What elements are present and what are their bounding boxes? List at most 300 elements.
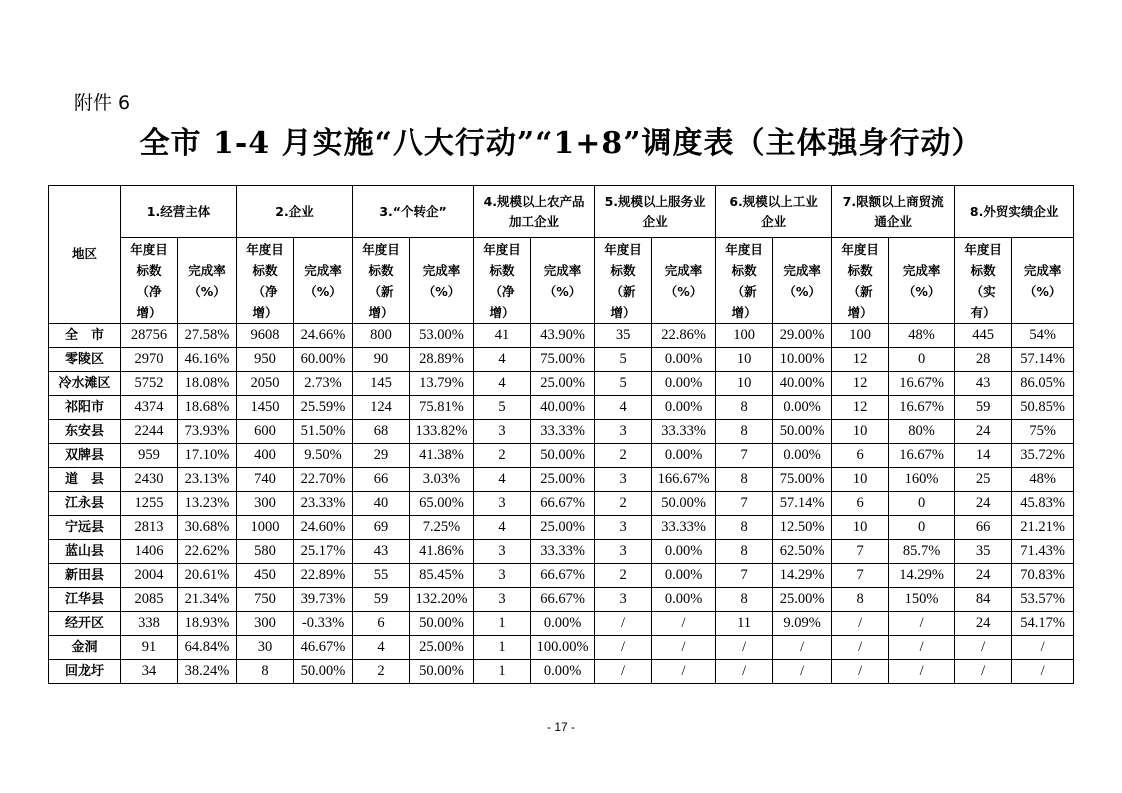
target-header-line: （新 xyxy=(847,283,873,299)
rate-cell: 75.00% xyxy=(531,348,595,372)
target-header-line: 年度目 xyxy=(246,241,284,257)
target-cell: 2813 xyxy=(121,516,178,540)
target-cell: 3 xyxy=(595,468,652,492)
rate-cell: / xyxy=(889,612,955,636)
target-cell: 3 xyxy=(595,516,652,540)
target-cell: 12 xyxy=(832,348,889,372)
target-cell: 1450 xyxy=(237,396,294,420)
rate-cell: 66.67% xyxy=(531,492,595,516)
rate-header xyxy=(652,238,716,324)
rate-cell: 43.90% xyxy=(531,324,595,348)
target-cell: 3 xyxy=(474,564,531,588)
region-cell: 江永县 xyxy=(49,492,121,516)
target-cell: 950 xyxy=(237,348,294,372)
target-cell: 14 xyxy=(955,444,1012,468)
rate-header xyxy=(889,238,955,324)
target-cell: 9608 xyxy=(237,324,294,348)
rate-cell: 16.67% xyxy=(889,372,955,396)
rate-cell: / xyxy=(652,660,716,684)
group-header-line: 8.外贸实绩企业 xyxy=(969,203,1059,219)
rate-cell: 0.00% xyxy=(652,396,716,420)
table-row xyxy=(49,372,1074,396)
target-cell: 24 xyxy=(955,564,1012,588)
target-cell: 35 xyxy=(955,540,1012,564)
target-cell: 12 xyxy=(832,372,889,396)
target-cell: 300 xyxy=(237,612,294,636)
target-header-line: 标数 xyxy=(610,262,636,278)
rate-cell: / xyxy=(773,660,832,684)
target-cell: 41 xyxy=(474,324,531,348)
rate-cell: 71.43% xyxy=(1012,540,1074,564)
rate-cell: 20.61% xyxy=(178,564,237,588)
group-header-line: 3.“个转企” xyxy=(379,203,447,219)
table-row xyxy=(49,660,1074,684)
target-header xyxy=(353,238,410,324)
target-cell: 8 xyxy=(716,396,773,420)
table-row xyxy=(49,636,1074,660)
region-cell: 回龙圩 xyxy=(49,660,121,684)
target-cell: 1255 xyxy=(121,492,178,516)
table-row xyxy=(49,468,1074,492)
rate-cell: 50.00% xyxy=(652,492,716,516)
target-cell: 90 xyxy=(353,348,410,372)
group-header-7 xyxy=(832,186,955,238)
group-header-4 xyxy=(474,186,595,238)
rate-cell: 21.34% xyxy=(178,588,237,612)
rate-cell: 22.62% xyxy=(178,540,237,564)
group-header-8 xyxy=(955,186,1074,238)
rate-cell: 14.29% xyxy=(889,564,955,588)
region-cell: 江华县 xyxy=(49,588,121,612)
target-cell: 100 xyxy=(716,324,773,348)
rate-header xyxy=(1012,238,1074,324)
target-cell: 4 xyxy=(474,516,531,540)
group-header-5 xyxy=(595,186,716,238)
target-cell: 10 xyxy=(832,468,889,492)
rate-cell: 18.93% xyxy=(178,612,237,636)
target-header-line: （净 xyxy=(489,283,515,299)
target-header xyxy=(955,238,1012,324)
target-header-line: 标数 xyxy=(731,262,757,278)
rate-cell: 0.00% xyxy=(773,444,832,468)
rate-cell: 50.00% xyxy=(531,444,595,468)
target-header xyxy=(832,238,889,324)
target-cell: 55 xyxy=(353,564,410,588)
region-cell: 蓝山县 xyxy=(49,540,121,564)
rate-cell: 27.58% xyxy=(178,324,237,348)
target-cell: 84 xyxy=(955,588,1012,612)
page-title: 全市 1-4 月实施“八大行动”“1+8”调度表（主体强身行动） xyxy=(139,126,983,161)
rate-cell: 60.00% xyxy=(294,348,353,372)
rate-cell: 0 xyxy=(889,492,955,516)
target-cell: 10 xyxy=(716,372,773,396)
target-header-line: 增） xyxy=(489,304,515,320)
rate-cell: 3.03% xyxy=(410,468,474,492)
rate-cell: 25.59% xyxy=(294,396,353,420)
target-cell: 8 xyxy=(832,588,889,612)
rate-cell: 22.89% xyxy=(294,564,353,588)
target-header-line: 增） xyxy=(847,304,873,320)
target-cell: 740 xyxy=(237,468,294,492)
table-row xyxy=(49,612,1074,636)
target-cell: 8 xyxy=(716,588,773,612)
rate-cell: 25.00% xyxy=(531,372,595,396)
rate-cell: 50.00% xyxy=(410,660,474,684)
rate-cell: 66.67% xyxy=(531,564,595,588)
region-cell: 宁远县 xyxy=(49,516,121,540)
rate-cell: 39.73% xyxy=(294,588,353,612)
rate-header xyxy=(294,238,353,324)
target-cell: 6 xyxy=(832,492,889,516)
target-cell: / xyxy=(716,660,773,684)
target-cell: 8 xyxy=(716,516,773,540)
rate-header-line: 完成率 xyxy=(664,262,703,278)
rate-cell: 75% xyxy=(1012,420,1074,444)
rate-cell: / xyxy=(652,636,716,660)
target-cell: 66 xyxy=(353,468,410,492)
target-cell: 43 xyxy=(353,540,410,564)
target-cell: 66 xyxy=(955,516,1012,540)
rate-cell: 62.50% xyxy=(773,540,832,564)
rate-header xyxy=(773,238,832,324)
target-cell: 5 xyxy=(474,396,531,420)
target-header xyxy=(237,238,294,324)
rate-cell: 75.00% xyxy=(773,468,832,492)
rate-cell: 100.00% xyxy=(531,636,595,660)
target-cell: 28756 xyxy=(121,324,178,348)
target-header-line: 增） xyxy=(368,304,394,320)
rate-cell: 22.70% xyxy=(294,468,353,492)
target-cell: / xyxy=(595,660,652,684)
rate-cell: 30.68% xyxy=(178,516,237,540)
rate-cell: 75.81% xyxy=(410,396,474,420)
target-cell: 3 xyxy=(595,540,652,564)
target-cell: 5 xyxy=(595,348,652,372)
target-cell: 28 xyxy=(955,348,1012,372)
target-cell: 3 xyxy=(474,588,531,612)
target-cell: 43 xyxy=(955,372,1012,396)
rate-cell: / xyxy=(773,636,832,660)
rate-cell: 48% xyxy=(889,324,955,348)
group-header-line: 2.企业 xyxy=(275,203,314,219)
target-cell: 600 xyxy=(237,420,294,444)
rate-cell: 25.00% xyxy=(410,636,474,660)
rate-cell: 50.00% xyxy=(773,420,832,444)
rate-cell: 7.25% xyxy=(410,516,474,540)
table-row xyxy=(49,324,1074,348)
target-header-line: 标数 xyxy=(252,262,278,278)
target-header-line: 年度目 xyxy=(604,241,642,257)
target-cell: 1000 xyxy=(237,516,294,540)
target-cell: / xyxy=(832,660,889,684)
rate-cell: 9.50% xyxy=(294,444,353,468)
target-cell: 7 xyxy=(716,564,773,588)
region-header: 地区 xyxy=(49,186,121,324)
rate-cell: 0.00% xyxy=(652,540,716,564)
target-cell: 2 xyxy=(353,660,410,684)
target-cell: 5 xyxy=(595,372,652,396)
target-cell: 4 xyxy=(353,636,410,660)
rate-cell: 0.00% xyxy=(652,564,716,588)
target-header-line: 标数 xyxy=(489,262,515,278)
rate-header-line: （%） xyxy=(304,283,342,299)
rate-cell: 40.00% xyxy=(531,396,595,420)
rate-cell: 0.00% xyxy=(531,612,595,636)
target-cell: 8 xyxy=(716,468,773,492)
group-header-1 xyxy=(121,186,237,238)
rate-cell: 33.33% xyxy=(652,420,716,444)
region-cell: 零陵区 xyxy=(49,348,121,372)
target-header-line: （新 xyxy=(610,283,636,299)
rate-cell: 13.79% xyxy=(410,372,474,396)
region-cell: 东安县 xyxy=(49,420,121,444)
group-header-line: 6.规模以上工业 xyxy=(729,193,818,209)
rate-cell: 166.67% xyxy=(652,468,716,492)
group-header-line: 4.规模以上农产品 xyxy=(483,193,585,209)
target-cell: 30 xyxy=(237,636,294,660)
target-cell: 7 xyxy=(716,492,773,516)
target-header-line: 年度目 xyxy=(130,241,168,257)
target-header-line: 年度目 xyxy=(483,241,521,257)
rate-cell: 12.50% xyxy=(773,516,832,540)
rate-cell: 50.00% xyxy=(294,660,353,684)
rate-cell: 2.73% xyxy=(294,372,353,396)
target-cell: / xyxy=(716,636,773,660)
rate-cell: 65.00% xyxy=(410,492,474,516)
target-header-line: 年度目 xyxy=(725,241,763,257)
rate-header-line: （%） xyxy=(902,283,941,299)
rate-header-line: 完成率 xyxy=(304,262,342,278)
target-header-line: 标数 xyxy=(847,262,873,278)
rate-header-line: 完成率 xyxy=(902,262,941,278)
rate-cell: 0 xyxy=(889,348,955,372)
table-row xyxy=(49,564,1074,588)
target-header-line: 年度目 xyxy=(362,241,400,257)
target-header-line: （新 xyxy=(731,283,757,299)
target-header-line: 增） xyxy=(136,304,162,320)
target-cell: 6 xyxy=(832,444,889,468)
rate-cell: 41.86% xyxy=(410,540,474,564)
group-header-line: 企业 xyxy=(761,213,787,229)
rate-cell: 0.00% xyxy=(531,660,595,684)
target-cell: 8 xyxy=(716,420,773,444)
region-cell: 全 市 xyxy=(49,324,121,348)
rate-header-line: （%） xyxy=(783,283,821,299)
rate-cell: 50.85% xyxy=(1012,396,1074,420)
target-cell: 3 xyxy=(595,420,652,444)
target-cell: 7 xyxy=(832,540,889,564)
target-cell: 400 xyxy=(237,444,294,468)
rate-cell: 18.08% xyxy=(178,372,237,396)
target-cell: 8 xyxy=(237,660,294,684)
rate-cell: 80% xyxy=(889,420,955,444)
group-header-line: 企业 xyxy=(642,213,668,229)
rate-cell: 9.09% xyxy=(773,612,832,636)
rate-cell: 57.14% xyxy=(1012,348,1074,372)
table-row xyxy=(49,540,1074,564)
target-cell: 750 xyxy=(237,588,294,612)
target-cell: 4374 xyxy=(121,396,178,420)
target-cell: 1406 xyxy=(121,540,178,564)
rate-cell: 0.00% xyxy=(652,348,716,372)
rate-header-line: 完成率 xyxy=(783,262,821,278)
target-header xyxy=(474,238,531,324)
table-row xyxy=(49,348,1074,372)
group-header-line: 通企业 xyxy=(874,213,912,229)
rate-cell: 25.00% xyxy=(531,468,595,492)
target-header-line: 标数 xyxy=(970,262,996,278)
target-cell: 35 xyxy=(595,324,652,348)
target-cell: 2 xyxy=(595,444,652,468)
rate-header-line: （%） xyxy=(543,283,582,299)
target-header-line: 标数 xyxy=(136,262,162,278)
target-cell: 2970 xyxy=(121,348,178,372)
target-cell: 68 xyxy=(353,420,410,444)
table-row xyxy=(49,588,1074,612)
rate-header-line: （%） xyxy=(188,283,226,299)
attachment-label: 附件 6 xyxy=(74,92,131,114)
rate-cell: 33.33% xyxy=(531,540,595,564)
target-cell: / xyxy=(595,636,652,660)
target-cell: 3 xyxy=(474,540,531,564)
schedule-table xyxy=(48,185,1074,684)
rate-cell: 150% xyxy=(889,588,955,612)
rate-cell: 0.00% xyxy=(773,396,832,420)
rate-cell: 85.45% xyxy=(410,564,474,588)
rate-cell: 0.00% xyxy=(652,444,716,468)
target-cell: 10 xyxy=(832,420,889,444)
target-cell: 12 xyxy=(832,396,889,420)
rate-cell: 29.00% xyxy=(773,324,832,348)
rate-cell: 10.00% xyxy=(773,348,832,372)
target-cell: 2244 xyxy=(121,420,178,444)
rate-cell: 21.21% xyxy=(1012,516,1074,540)
rate-cell: 28.89% xyxy=(410,348,474,372)
target-cell: 300 xyxy=(237,492,294,516)
rate-cell: 25.00% xyxy=(773,588,832,612)
target-cell: 3 xyxy=(474,420,531,444)
group-header-6 xyxy=(716,186,832,238)
target-header xyxy=(595,238,652,324)
rate-cell: 73.93% xyxy=(178,420,237,444)
target-cell: 800 xyxy=(353,324,410,348)
target-cell: 338 xyxy=(121,612,178,636)
rate-cell: 24.60% xyxy=(294,516,353,540)
target-cell: 2004 xyxy=(121,564,178,588)
rate-header xyxy=(178,238,237,324)
table-row xyxy=(49,420,1074,444)
target-cell: / xyxy=(832,612,889,636)
rate-cell: 0 xyxy=(889,516,955,540)
rate-cell: 16.67% xyxy=(889,444,955,468)
target-cell: 2430 xyxy=(121,468,178,492)
rate-cell: 17.10% xyxy=(178,444,237,468)
rate-cell: / xyxy=(1012,636,1074,660)
group-header-line: 5.规模以上服务业 xyxy=(604,193,706,209)
rate-cell: 16.67% xyxy=(889,396,955,420)
target-header-line: 增） xyxy=(252,304,278,320)
target-header-line: 年度目 xyxy=(964,241,1002,257)
rate-header xyxy=(410,238,474,324)
target-cell: 2050 xyxy=(237,372,294,396)
target-cell: 24 xyxy=(955,492,1012,516)
group-header-2 xyxy=(237,186,353,238)
group-header-line: 加工企业 xyxy=(509,213,560,229)
target-cell: 1 xyxy=(474,636,531,660)
rate-cell: 51.50% xyxy=(294,420,353,444)
target-cell: 7 xyxy=(832,564,889,588)
target-cell: 3 xyxy=(595,588,652,612)
rate-cell: 33.33% xyxy=(652,516,716,540)
target-cell: 24 xyxy=(955,612,1012,636)
target-cell: 580 xyxy=(237,540,294,564)
target-cell: / xyxy=(595,612,652,636)
target-cell: 8 xyxy=(716,540,773,564)
target-cell: 40 xyxy=(353,492,410,516)
rate-cell: 18.68% xyxy=(178,396,237,420)
rate-cell: / xyxy=(1012,660,1074,684)
rate-cell: 50.00% xyxy=(410,612,474,636)
rate-cell: 23.13% xyxy=(178,468,237,492)
target-cell: 34 xyxy=(121,660,178,684)
region-cell: 经开区 xyxy=(49,612,121,636)
rate-header-line: 完成率 xyxy=(1023,262,1062,278)
target-cell: 1 xyxy=(474,660,531,684)
rate-cell: 57.14% xyxy=(773,492,832,516)
rate-cell: 46.67% xyxy=(294,636,353,660)
target-cell: 91 xyxy=(121,636,178,660)
rate-cell: 14.29% xyxy=(773,564,832,588)
rate-cell: 38.24% xyxy=(178,660,237,684)
group-header-3 xyxy=(353,186,474,238)
target-cell: / xyxy=(955,660,1012,684)
rate-cell: 40.00% xyxy=(773,372,832,396)
table-row xyxy=(49,444,1074,468)
rate-cell: / xyxy=(889,636,955,660)
target-cell: 25 xyxy=(955,468,1012,492)
target-header-line: （新 xyxy=(368,283,394,299)
group-header-line: 7.限额以上商贸流 xyxy=(842,193,944,209)
target-header-line: 年度目 xyxy=(841,241,879,257)
target-cell: 4 xyxy=(474,468,531,492)
rate-cell: 41.38% xyxy=(410,444,474,468)
rate-cell: 22.86% xyxy=(652,324,716,348)
rate-cell: 13.23% xyxy=(178,492,237,516)
target-cell: / xyxy=(832,636,889,660)
target-cell: 10 xyxy=(716,348,773,372)
rate-cell: 33.33% xyxy=(531,420,595,444)
target-cell: 959 xyxy=(121,444,178,468)
rate-cell: 66.67% xyxy=(531,588,595,612)
target-header-line: 增） xyxy=(731,304,757,320)
target-header xyxy=(716,238,773,324)
target-cell: 69 xyxy=(353,516,410,540)
rate-header xyxy=(531,238,595,324)
rate-header-line: 完成率 xyxy=(422,262,461,278)
target-cell: 5752 xyxy=(121,372,178,396)
target-cell: 3 xyxy=(474,492,531,516)
rate-cell: 24.66% xyxy=(294,324,353,348)
region-cell: 金洞 xyxy=(49,636,121,660)
rate-cell: 70.83% xyxy=(1012,564,1074,588)
table-row xyxy=(49,516,1074,540)
rate-cell: 25.17% xyxy=(294,540,353,564)
rate-cell: 133.82% xyxy=(410,420,474,444)
target-cell: 2 xyxy=(474,444,531,468)
target-cell: 10 xyxy=(832,516,889,540)
rate-cell: 48% xyxy=(1012,468,1074,492)
rate-cell: 54.17% xyxy=(1012,612,1074,636)
